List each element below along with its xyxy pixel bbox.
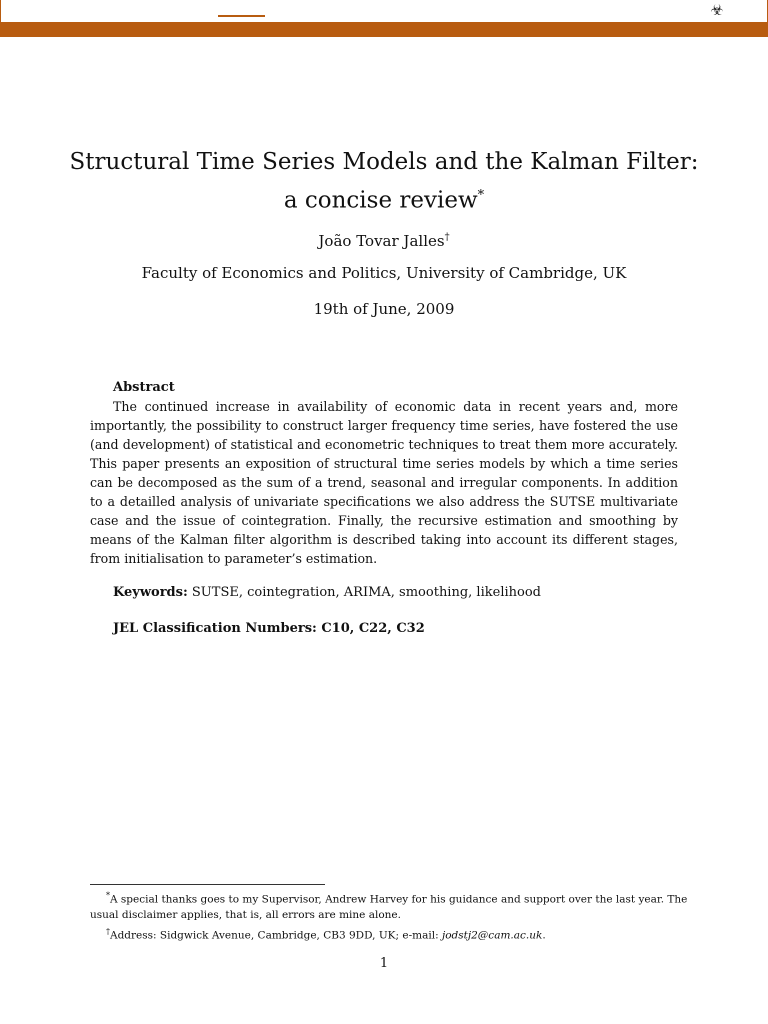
toolbar-link-underline[interactable]: [218, 15, 265, 17]
keywords-text: SUTSE, cointegration, ARIMA, smoothing, likelihood: [191, 585, 541, 600]
footnote-2-end: .: [542, 929, 546, 941]
author-name: João Tovar Jalles: [318, 232, 445, 250]
footnote-1-mark: *: [106, 891, 110, 900]
paper-title: [60, 146, 708, 218]
affiliation: Faculty of Economics and Politics, University of Cambridge, UK: [141, 264, 627, 282]
pdf-viewer-logo-icon[interactable]: ☣: [710, 1, 724, 19]
title-line-1: Structural Time Series Models and the Kalman Filter:: [69, 149, 699, 175]
author-footnote-mark: †: [444, 232, 450, 243]
footnote-2: [90, 924, 690, 944]
keywords-line: [113, 585, 683, 600]
footnote-1: [90, 888, 690, 924]
viewer-header-band: [0, 22, 768, 37]
footnote-2-email[interactable]: jodstj2@cam.ac.uk: [441, 929, 543, 941]
viewer-toolbar: [0, 0, 768, 22]
footnotes: [90, 888, 690, 944]
footnote-1-text: A special thanks goes to my Supervisor, Andrew Harvey for his guidance and support over the last year. The usual disclaimer applies, that is, all errors are mine alone.: [90, 893, 688, 921]
abstract-text: The continued increase in availability of economic data in recent years and, more importantly, the possibility to construct larger frequency time series, have fostered the use (and development) of statistical and econometric techniques to treat them more accurately. This paper presents an exposition of structural time series models by which a time series can be decomposed as the sum of a trend, seasonal and irregular components. In addition to a detailled analysis of univariate specifications we also address the SUTSE multivariate case and the issue of cointegration. Finally, the recursive estimation and smoothing by means of the Kalman filter algorithm is described taking into account its different stages, from initialisation to parameter’s estimation.: [90, 399, 678, 566]
footnote-rule: [90, 884, 325, 885]
title-line-2: a concise review: [283, 187, 478, 214]
abstract-section: [90, 378, 678, 568]
page-number: 1: [379, 956, 389, 971]
author-line: [60, 232, 708, 250]
footnote-2-mark: †: [106, 926, 110, 936]
title-footnote-mark: *: [477, 188, 485, 203]
footnote-2-text: Address: Sidgwick Avenue, Cambridge, CB3 9DD, UK; e-mail:: [110, 929, 442, 941]
abstract-heading: Abstract: [113, 380, 175, 395]
keywords-label: Keywords:: [113, 585, 188, 600]
jel-classification: JEL Classification Numbers: C10, C22, C32: [113, 621, 425, 636]
paper-date: 19th of June, 2009: [313, 300, 455, 318]
